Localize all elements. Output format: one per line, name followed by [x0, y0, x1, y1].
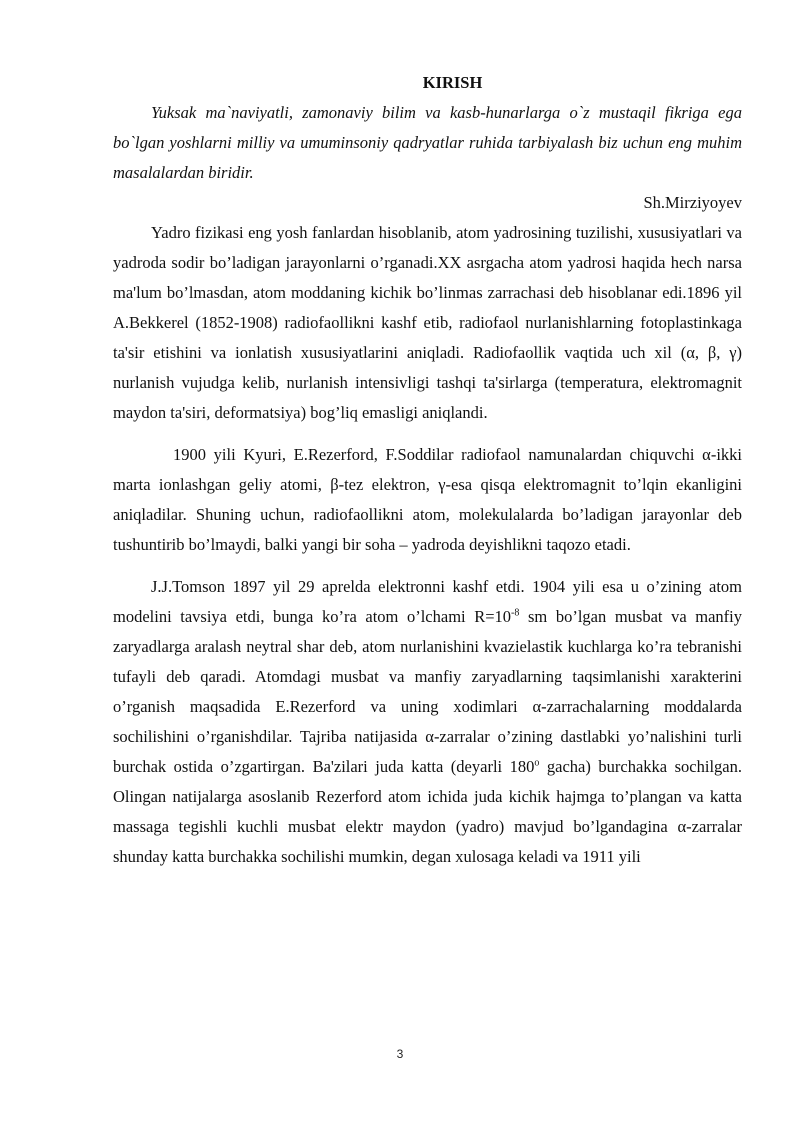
- paragraph-2: 1900 yili Kyuri, E.Rezerford, F.Soddilar radiofaol namunalardan chiquvchi α-ikki marta ionlashgan geliy atomi, β-tez elektron, γ-esa qisqa elektromagnit to’lqin ekanligini aniqladilar. Shuning uchun, radiofaollikni atom, molekulalarda bo’ladigan jarayonlar deb tushuntirib bo’lmaydi, balki yangi bir soha – yadroda deyishlikni taqozo etadi.: [113, 445, 742, 554]
- exponent-superscript: -8: [511, 607, 520, 619]
- paragraph-3-text-b: sm bo’lgan musbat va manfiy zaryadlarga aralash neytral shar deb, atom nurlanishini kvazielastik kuchlarga ko’ra tebranishi tufayli deb qaradi. Atomdagi musbat va manfiy zaryadlarning taqsimlanishi xarakterini o’rganish maqsadida E.Rezerford va uning xodimlari α-zarrachalarning moddalarda sochilishini o’rganishdilar. Tajriba natijasida α-zarralar o’zining dastlabki yo’nalishini turli burchak ostida o’zgartirgan. Ba'zilari juda katta (deyarli 180: [113, 607, 742, 776]
- section-title: KIRISH: [422, 73, 483, 92]
- page-number: 3: [396, 1047, 404, 1061]
- epigraph-quote: Yuksak ma`naviyatli, zamonaviy bilim va kasb-hunarlarga o`z mustaqil fikriga ega bo`lgan yoshlarni milliy va umuminsoniy qadryatlar ruhida tarbiyalash biz uchun eng muhim masalalardan biridir.: [113, 103, 742, 182]
- document-page: [113, 70, 742, 872]
- epigraph-author: Sh.Mirziyoyev: [643, 193, 742, 212]
- paragraph-1: Yadro fizikasi eng yosh fanlardan hisoblanib, atom yadrosining tuzilishi, xususiyatlari va yadroda sodir bo’ladigan jarayonlarni o’rganadi.XX asrgacha atom yadrosi haqida hech narsa ma'lum bo’lmasdan, atom moddaning kichik bo’linmas zarrachasi deb hisoblanar edi.1896 yil A.Bekkerel (1852-1908) radiofaollikni kashf etib, radiofaol nurlanishlarning fotoplastinkaga ta'sir etishini va ionlatish xususiyatlarini aniqladi. Radiofaollik vaqtida uch xil (α, β, γ) nurlanish vujudga kelib, nurlanish intensivligi tashqi ta'sirlarga (temperatura, elektromagnit maydon ta'siri, deformatsiya) bog’liq emasligi aniqlandi.: [113, 223, 742, 422]
- degree-superscript: o: [534, 757, 540, 769]
- paragraph-3-text-a: J.J.Tomson 1897 yil 29 aprelda elektronni kashf etdi. 1904 yili esa u o’zining atom modelini tavsiya etdi, bunga ko’ra atom o’lchami R=10: [113, 577, 742, 626]
- paragraph-3: [113, 572, 742, 872]
- paragraph-3-text-c: gacha) burchakka sochilgan. Olingan natijalarga asoslanib Rezerford atom ichida juda kichik hajmga to’plangan va katta massaga tegishli kuchli musbat elektr maydon (yadro) mavjud bo’lgandagina α-zarralar shunday katta burchakka sochilishi mumkin, degan xulosaga keladi va 1911 yili: [113, 757, 742, 866]
